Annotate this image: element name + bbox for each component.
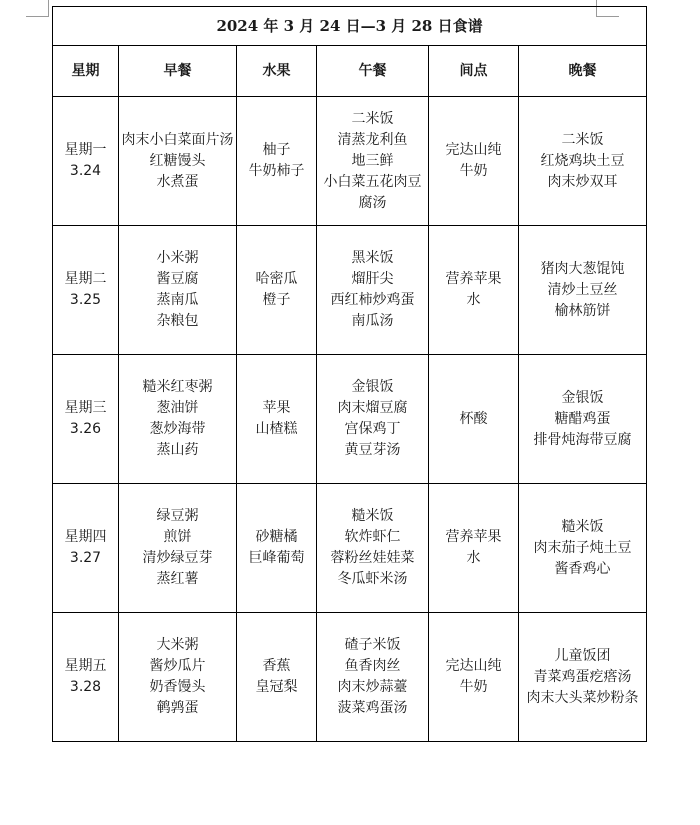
weekday-label: 星期三 — [64, 400, 107, 416]
lunch-cell — [317, 613, 429, 742]
dish-item: 清炒土豆丝 — [547, 281, 618, 298]
dish-item: 肉末茄子炖土豆 — [533, 539, 632, 556]
dinner-cell — [519, 613, 647, 742]
dish-item: 大米粥 — [156, 637, 199, 653]
lunch-cell — [317, 226, 429, 355]
date-label: 3.28 — [69, 679, 102, 695]
lunch-cell — [317, 484, 429, 613]
date-label: 3.25 — [69, 292, 102, 308]
dish-item: 巨峰葡萄 — [248, 550, 305, 566]
snack-cell — [429, 97, 519, 226]
dinner-cell — [519, 226, 647, 355]
dish-item: 榆林筋饼 — [554, 302, 611, 319]
snack-cell — [429, 484, 519, 613]
header-weekday: 星期 — [53, 46, 119, 97]
dish-item: 清炒绿豆芽 — [142, 550, 213, 566]
menu-row — [53, 613, 647, 742]
weekday-cell — [53, 226, 119, 355]
snack-cell — [429, 613, 519, 742]
dish-item: 煎饼 — [163, 529, 192, 545]
dish-item: 牛奶柿子 — [248, 163, 305, 179]
lunch-cell — [317, 97, 429, 226]
fruit-cell — [237, 97, 317, 226]
dish-item: 糙米饭 — [351, 508, 394, 524]
dish-item: 地三鲜 — [351, 152, 394, 169]
dish-item: 二米饭 — [561, 131, 604, 148]
dish-item: 绿豆粥 — [156, 508, 199, 524]
menu-row — [53, 484, 647, 613]
dish-item: 营养苹果水 — [445, 271, 502, 308]
dish-item: 熘肝尖 — [351, 271, 394, 287]
weekday-cell — [53, 355, 119, 484]
breakfast-cell — [119, 484, 237, 613]
dish-item: 猪肉大葱馄饨 — [540, 260, 625, 277]
dish-item: 碴子米饭 — [344, 637, 401, 653]
snack-cell — [429, 355, 519, 484]
dish-item: 苹果 — [262, 400, 291, 416]
dish-item: 糙米红枣粥 — [142, 379, 213, 395]
weekday-cell — [53, 613, 119, 742]
dish-item: 酱炒瓜片 — [149, 658, 206, 674]
fruit-cell — [237, 226, 317, 355]
menu-row — [53, 226, 647, 355]
page-corner-mark-left — [26, 0, 49, 17]
dish-item: 西红柿炒鸡蛋 — [330, 292, 415, 308]
dish-item: 肉末熘豆腐 — [337, 400, 408, 416]
dish-item: 鹌鹑蛋 — [156, 700, 199, 716]
dish-item: 清蒸龙利鱼 — [337, 131, 408, 148]
dish-item: 柚子 — [262, 142, 291, 158]
dish-item: 红烧鸡块土豆 — [540, 152, 625, 169]
menu-row — [53, 355, 647, 484]
breakfast-cell — [119, 226, 237, 355]
dish-item: 青菜鸡蛋疙瘩汤 — [533, 668, 632, 685]
dish-item: 奶香馒头 — [149, 679, 206, 695]
dish-item: 皇冠梨 — [255, 679, 298, 695]
weekday-cell — [53, 97, 119, 226]
dish-item: 砂糖橘 — [255, 529, 298, 545]
date-label: 3.27 — [69, 550, 102, 566]
fruit-cell — [237, 613, 317, 742]
dish-item: 肉末炒蒜薹 — [337, 679, 408, 695]
header-dinner: 晚餐 — [519, 46, 647, 97]
dinner-cell — [519, 484, 647, 613]
dish-item: 糖醋鸡蛋 — [554, 410, 611, 427]
weekday-label: 星期五 — [64, 658, 107, 674]
dish-item: 葱炒海带 — [149, 421, 206, 437]
header-lunch: 午餐 — [317, 46, 429, 97]
dish-item: 冬瓜虾米汤 — [337, 571, 408, 587]
dish-item: 杂粮包 — [156, 313, 199, 329]
dish-item: 山楂糕 — [255, 421, 298, 437]
menu-body — [53, 97, 647, 742]
dish-item: 杯酸 — [459, 410, 488, 427]
dish-item: 黄豆芽汤 — [344, 442, 401, 458]
dish-item: 儿童饭团 — [554, 647, 611, 664]
snack-cell — [429, 226, 519, 355]
menu-title: 2024 年 3 月 24 日—3 月 28 日食谱 — [53, 7, 647, 46]
dish-item: 蒸山药 — [156, 442, 199, 458]
dish-item: 排骨炖海带豆腐 — [533, 431, 632, 448]
dish-item: 葱油饼 — [156, 400, 199, 416]
fruit-cell — [237, 484, 317, 613]
dish-item: 宫保鸡丁 — [344, 421, 401, 437]
dish-item: 营养苹果水 — [445, 529, 502, 566]
fruit-cell — [237, 355, 317, 484]
dish-item: 红糖馒头 — [149, 152, 206, 169]
dish-item: 肉末炒双耳 — [547, 173, 618, 190]
breakfast-cell — [119, 613, 237, 742]
weekday-cell — [53, 484, 119, 613]
dinner-cell — [519, 97, 647, 226]
dish-item: 酱豆腐 — [156, 271, 199, 287]
menu-row — [53, 97, 647, 226]
dish-item: 南瓜汤 — [351, 313, 394, 329]
dish-item: 菠菜鸡蛋汤 — [337, 700, 408, 716]
breakfast-cell — [119, 355, 237, 484]
dish-item: 完达山纯牛奶 — [445, 142, 502, 179]
dish-item: 蓉粉丝娃娃菜 — [330, 550, 415, 566]
weekday-label: 星期四 — [64, 529, 107, 545]
dish-item: 水煮蛋 — [156, 173, 199, 190]
dish-item: 酱香鸡心 — [554, 560, 611, 577]
dish-item: 小白菜五花肉豆腐汤 — [323, 173, 422, 211]
dish-item: 黑米饭 — [351, 250, 394, 266]
dish-item: 蒸南瓜 — [156, 292, 199, 308]
dish-item: 橙子 — [262, 292, 291, 308]
dish-item: 肉末大头菜炒粉条 — [526, 689, 639, 706]
dish-item: 金银饭 — [561, 389, 604, 406]
weekly-menu-table — [52, 6, 647, 742]
weekday-label: 星期二 — [64, 271, 107, 287]
dish-item: 二米饭 — [351, 110, 394, 127]
header-fruit: 水果 — [237, 46, 317, 97]
dinner-cell — [519, 355, 647, 484]
weekday-label: 星期一 — [64, 142, 107, 158]
header-breakfast: 早餐 — [119, 46, 237, 97]
dish-item: 香蕉 — [262, 658, 291, 674]
date-label: 3.24 — [69, 163, 102, 179]
lunch-cell — [317, 355, 429, 484]
header-snack: 间点 — [429, 46, 519, 97]
date-label: 3.26 — [69, 421, 102, 437]
dish-item: 鱼香肉丝 — [344, 658, 401, 674]
breakfast-cell — [119, 97, 237, 226]
dish-item: 糙米饭 — [561, 518, 604, 535]
dish-item: 软炸虾仁 — [344, 529, 401, 545]
dish-item: 金银饭 — [351, 379, 394, 395]
dish-item: 完达山纯牛奶 — [445, 658, 502, 695]
dish-item: 蒸红薯 — [156, 571, 199, 587]
dish-item: 肉末小白菜面片汤 — [121, 131, 234, 148]
dish-item: 小米粥 — [156, 250, 199, 266]
dish-item: 哈密瓜 — [255, 271, 298, 287]
